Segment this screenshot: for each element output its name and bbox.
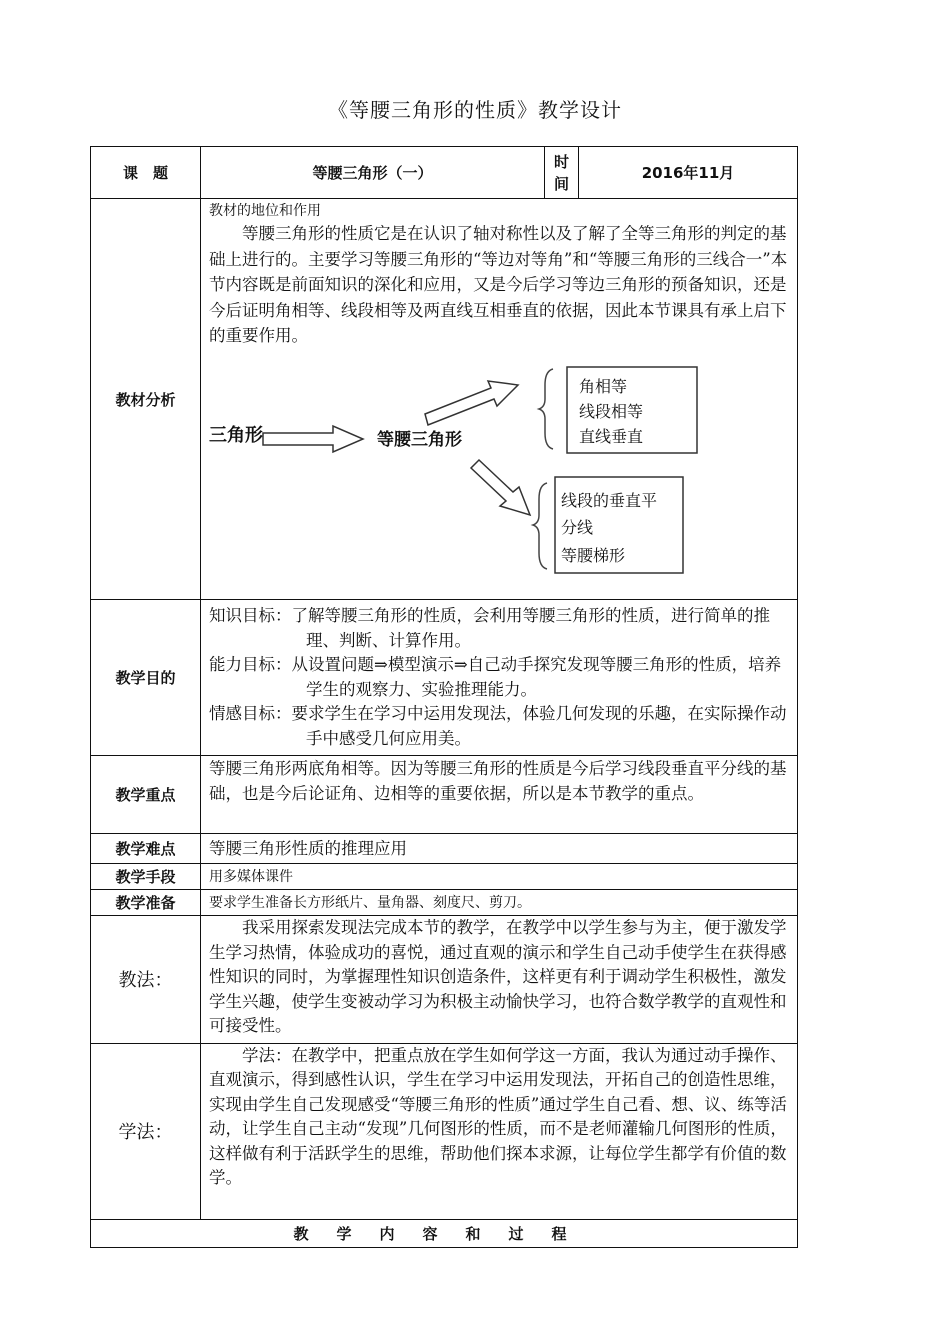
knowledge-goal: 知识目标：了解等腰三角形的性质，会利用等腰三角形的性质，进行简单的推理、判断、计算作用。 (209, 606, 770, 650)
method-text: 我采用探索发现法完成本节的教学，在教学中以学生参与为主，便于激发学生学习热情，体验成功的喜悦，通过直观的演示和学生自己动手使学生在获得感性知识的同时，为掌握理性知识创造条件，这样更有利于调动学生积极性，激发学生兴趣，使学生变被动学习为积极主动愉快学习，也符合数学教学的直观性和可接受性。 (201, 916, 798, 1044)
bottom-box-line-1: 线段的垂直平 (561, 490, 658, 510)
topic-label: 课 题 (91, 147, 201, 199)
method-row (91, 916, 798, 1044)
time-label (545, 147, 579, 199)
goals-row (91, 600, 798, 756)
horizontal-arrow (263, 426, 363, 452)
method-label: 教法： (91, 916, 201, 1044)
top-brace (539, 369, 553, 449)
bottom-box-line-2: 分线 (561, 517, 594, 537)
key-points-row (91, 756, 798, 834)
analysis-label: 教材分析 (91, 199, 201, 600)
prep-label: 教学准备 (91, 890, 201, 916)
key-points-label: 教学重点 (91, 756, 201, 834)
top-box-line-3: 直线垂直 (579, 426, 644, 446)
process-heading: 教学内容和过程 (91, 1219, 798, 1247)
emotion-goal: 情感目标：要求学生在学习中运用发现法，体验几何发现的乐趣，在实际操作动手中感受几何应用美。 (209, 704, 787, 748)
analysis-paragraph: 等腰三角形的性质它是在认识了轴对称性以及了解了全等三角形的判定的基础上进行的。主要学习等腰三角形的“等边对等角”和“等腰三角形的三线合一”本节内容既是前面知识的深化和应用，又是今后学习等边三角形的预备知识，还是今后证明角相等、线段相等及两直线互相垂直的依据，因此本节课具有承上启下的重要作用。 (209, 224, 788, 345)
bottom-brace (533, 483, 547, 569)
analysis-content (201, 199, 798, 600)
top-box-line-2: 线段相等 (579, 401, 644, 421)
means-row (91, 864, 798, 890)
header-row (91, 147, 798, 199)
document-title: 《等腰三角形的性质》教学设计 (328, 98, 622, 122)
top-box-line-1: 角相等 (579, 376, 628, 396)
learning-text: 学法：在教学中，把重点放在学生如何学这一方面，我认为通过动手操作、直观演示，得到感性认识，学生在学习中运用发现法，开拓自己的创造性思维，实现由学生自己发现感受“等腰三角形的性质”通过学生自己看、想、议、练等活动，让学生自己主动“发现”几何图形的性质，而不是老师灌输几何图形的性质，这样做有利于活跃学生的思维，帮助他们探本求源，让每位学生都学有价值的数学。 (201, 1043, 798, 1219)
knowledge-flow-diagram (203, 365, 783, 585)
learning-row (91, 1043, 798, 1219)
analysis-subheading: 教材的地位和作用 (209, 203, 321, 219)
difficulty-row (91, 834, 798, 864)
process-row (91, 1219, 798, 1247)
time-value: 2016年11月 (579, 147, 798, 199)
upper-arrow (425, 381, 518, 425)
goals-content (201, 600, 798, 756)
ability-goal: 能力目标：从设置问题⇒模型演示⇒自己动手探究发现等腰三角形的性质，培养学生的观察力、实验推理能力。 (209, 655, 782, 699)
diagram-center-label: 等腰三角形 (377, 429, 462, 450)
bottom-box-line-3: 等腰梯形 (561, 545, 626, 565)
key-points-text: 等腰三角形两底角相等。因为等腰三角形的性质是今后学习线段垂直平分线的基础，也是今后论证角、边相等的重要依据，所以是本节教学的重点。 (201, 756, 798, 834)
diagram-start-label: 三角形 (209, 424, 263, 446)
means-text: 用多媒体课件 (201, 864, 798, 890)
time-label-text: 时间 (553, 152, 569, 193)
prep-text: 要求学生准备长方形纸片、量角器、刻度尺、剪刀。 (201, 890, 798, 916)
goals-label: 教学目的 (91, 600, 201, 756)
lower-arrow (471, 460, 530, 515)
prep-row (91, 890, 798, 916)
learning-label: 学法： (91, 1043, 201, 1219)
difficulty-label: 教学难点 (91, 834, 201, 864)
topic-value: 等腰三角形（一） (201, 147, 545, 199)
analysis-row (91, 199, 798, 600)
lesson-plan-table (90, 146, 798, 1248)
difficulty-text: 等腰三角形性质的推理应用 (201, 834, 798, 864)
means-label: 教学手段 (91, 864, 201, 890)
